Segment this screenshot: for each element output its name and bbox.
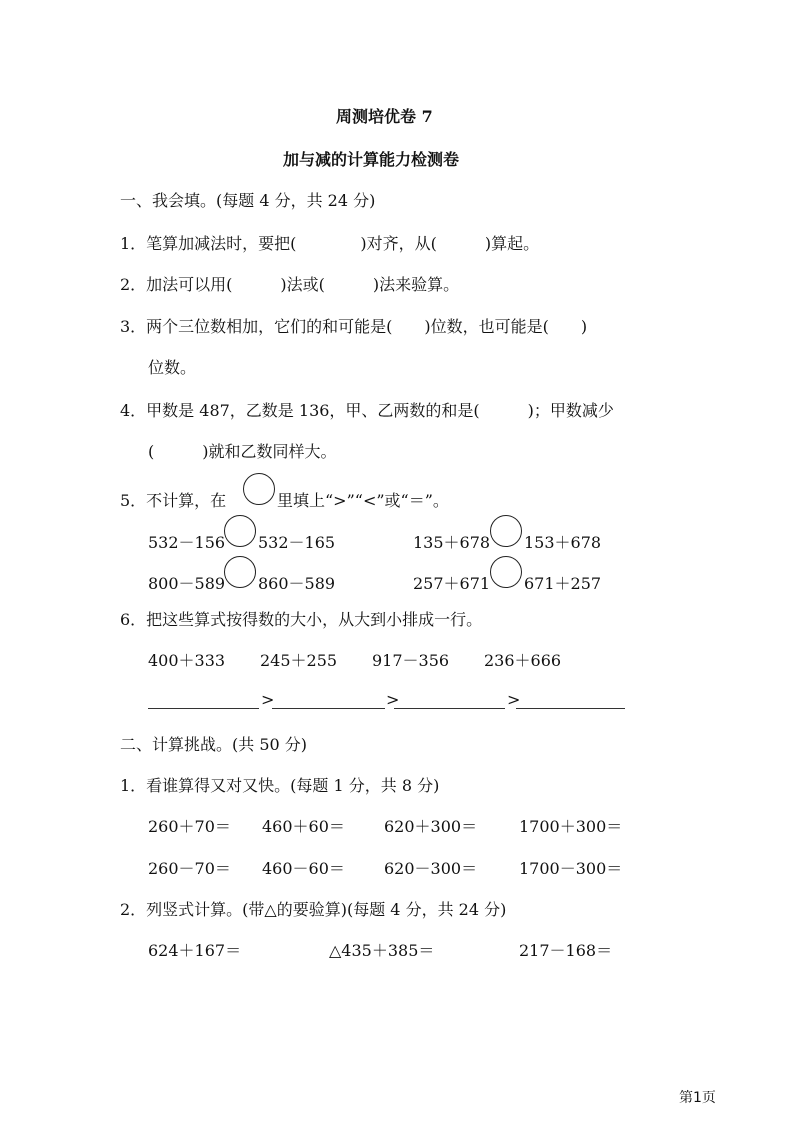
vertical-calc-1: 624＋167＝ [148, 941, 242, 960]
q6-expr-4: 236＋666 [484, 651, 562, 670]
q5-expr-r2-rb: 671＋257 [524, 574, 602, 593]
vertical-calc-2: △435＋385＝ [329, 941, 435, 960]
s1-question-4-line1: 4．甲数是 487，乙数是 136，甲、乙两数的和是( )；甲数减少 [120, 401, 614, 420]
calc-r2-c3: 620－300＝ [384, 859, 478, 878]
s2-question-2: 2．列竖式计算。(带△的要验算)(每题 4 分，共 24 分) [120, 900, 507, 919]
calc-r2-c4: 1700－300＝ [519, 859, 623, 878]
calc-r1-c3: 620＋300＝ [384, 817, 478, 836]
greater-sign-2: > [386, 690, 400, 709]
calc-r1-c1: 260＋70＝ [148, 817, 231, 836]
s1-question-5-suffix: 里填上“>”“<”或“＝”。 [277, 491, 449, 510]
q6-expr-1: 400＋333 [148, 651, 226, 670]
q5-expr-r2-la: 800－589 [148, 574, 226, 593]
compare-circle-example [243, 473, 275, 505]
s2-question-1: 1．看谁算得又对又快。(每题 1 分，共 8 分) [120, 776, 440, 795]
q5-expr-r1-la: 532－156 [148, 533, 226, 552]
compare-circle-r2-left[interactable] [224, 556, 256, 588]
page-number: 第1页 [679, 1090, 716, 1106]
calc-r2-c2: 460－60＝ [262, 859, 345, 878]
answer-blank-1[interactable] [148, 708, 259, 709]
s1-question-2: 2．加法可以用( )法或( )法来验算。 [120, 275, 460, 294]
page-subtitle: 加与减的计算能力检测卷 [283, 150, 460, 169]
calc-r1-c2: 460＋60＝ [262, 817, 345, 836]
s1-question-4-line2: ( )就和乙数同样大。 [148, 442, 337, 461]
s1-question-3-line2: 位数。 [148, 358, 197, 377]
q5-expr-r2-ra: 257＋671 [413, 574, 491, 593]
calc-r2-c1: 260－70＝ [148, 859, 231, 878]
page-title: 周测培优卷 7 [336, 107, 433, 126]
q5-expr-r1-ra: 135＋678 [413, 533, 491, 552]
compare-circle-r1-right[interactable] [490, 515, 522, 547]
answer-blank-3[interactable] [394, 708, 505, 709]
compare-circle-r2-right[interactable] [490, 556, 522, 588]
q6-expr-3: 917－356 [372, 651, 450, 670]
greater-sign-3: > [507, 690, 521, 709]
s1-question-6: 6．把这些算式按得数的大小，从大到小排成一行。 [120, 610, 483, 629]
q5-expr-r1-lb: 532－165 [258, 533, 336, 552]
q5-expr-r1-rb: 153＋678 [524, 533, 602, 552]
section2-heading: 二、计算挑战。(共 50 分) [120, 735, 308, 754]
answer-blank-4[interactable] [516, 708, 625, 709]
greater-sign-1: > [261, 690, 275, 709]
s1-question-3-line1: 3．两个三位数相加，它们的和可能是( )位数，也可能是( ) [120, 317, 588, 336]
answer-blank-2[interactable] [272, 708, 385, 709]
q5-expr-r2-lb: 860－589 [258, 574, 336, 593]
vertical-calc-3: 217－168＝ [519, 941, 613, 960]
s1-question-1: 1．笔算加减法时，要把( )对齐，从( )算起。 [120, 234, 540, 253]
compare-circle-r1-left[interactable] [224, 515, 256, 547]
s1-question-5-prefix: 5．不计算，在 [120, 491, 227, 510]
calc-r1-c4: 1700＋300＝ [519, 817, 623, 836]
q6-expr-2: 245＋255 [260, 651, 338, 670]
section1-heading: 一、我会填。(每题 4 分，共 24 分) [120, 191, 376, 210]
